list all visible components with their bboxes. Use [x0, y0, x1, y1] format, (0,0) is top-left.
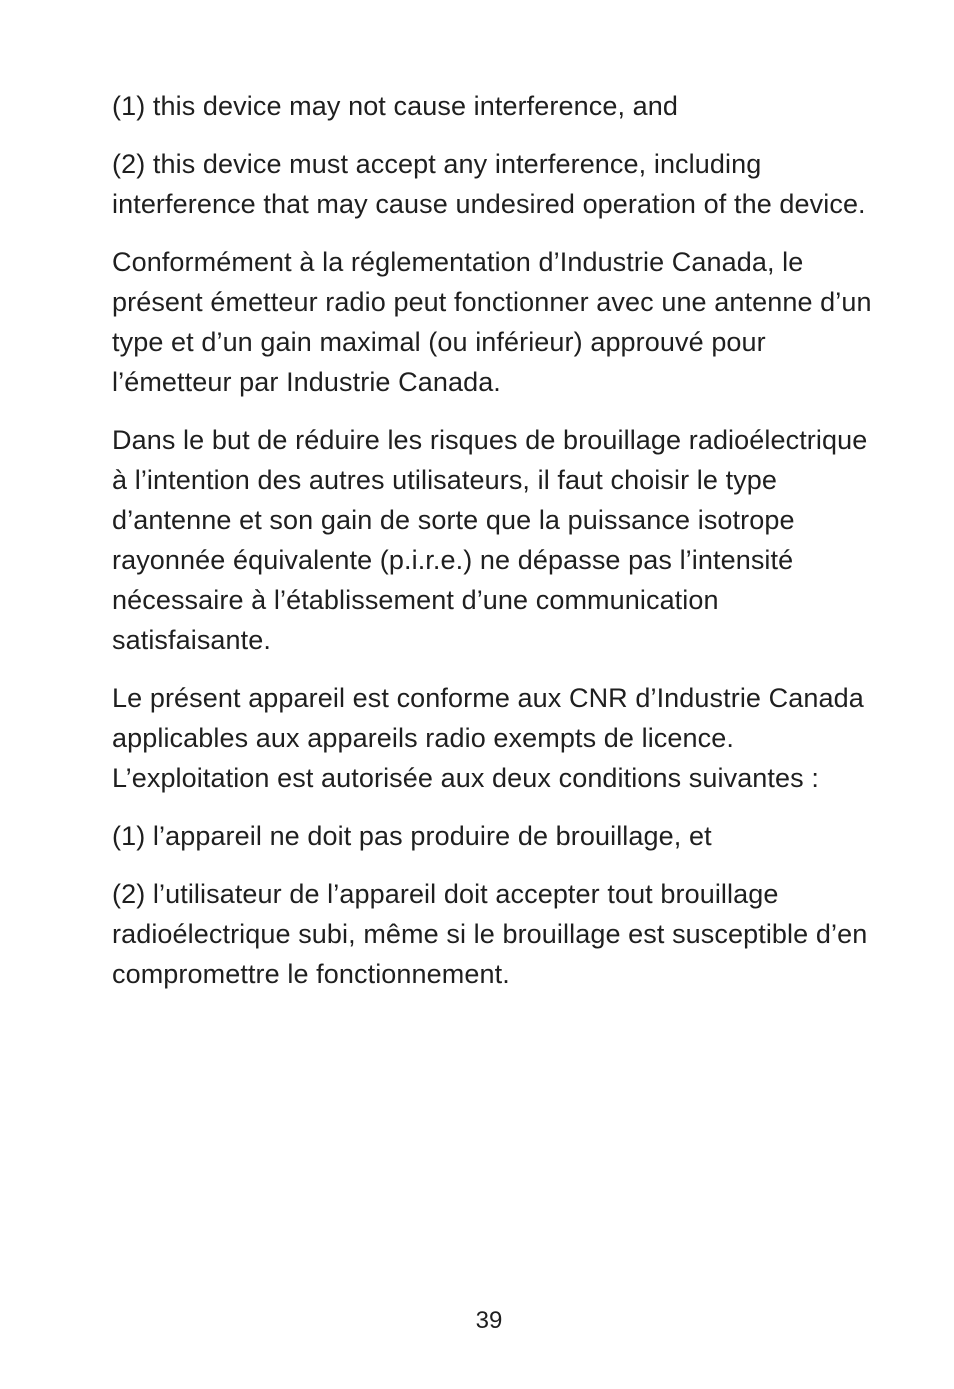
paragraph-ic-condition-1: (1) l’appareil ne doit pas produire de brouillage, et	[112, 821, 712, 851]
paragraph-ic-condition-2: (2) l’utilisateur de l’appareil doit accepter tout brouillage radioélectrique subi, même si le brouillage est susceptible d’en compromettre le fonctionnement.	[112, 879, 868, 989]
paragraph-ic-antenna-regulation: Conformément à la réglementation d’Industrie Canada, le présent émetteur radio peut fonctionner avec une antenne d’un type et d’un gain maximal (ou inférieur) approuvé pour l’émetteur par Industrie Canada.	[112, 247, 872, 397]
page-body	[112, 86, 882, 1012]
paragraph-ic-rss-compliance: Le présent appareil est conforme aux CNR d’Industrie Canada applicables aux appareils radio exempts de licence. L’exploitation est autorisée aux deux conditions suivantes :	[112, 683, 864, 793]
page-number: 39	[475, 1307, 503, 1334]
paragraph-ic-interference-reduction: Dans le but de réduire les risques de brouillage radioélectrique à l’intention des autres utilisateurs, il faut choisir le type d’antenne et son gain de sorte que la puissance isotrope rayonnée équivalente (p.i.r.e.) ne dépasse pas l’intensité nécessaire à l’établissement d’une communication satisfaisante.	[112, 425, 868, 655]
paragraph-fcc-condition-1: (1) this device may not cause interference, and	[112, 91, 678, 121]
paragraph-fcc-condition-2: (2) this device must accept any interference, including interference that may cause undesired operation of the device.	[112, 149, 866, 219]
